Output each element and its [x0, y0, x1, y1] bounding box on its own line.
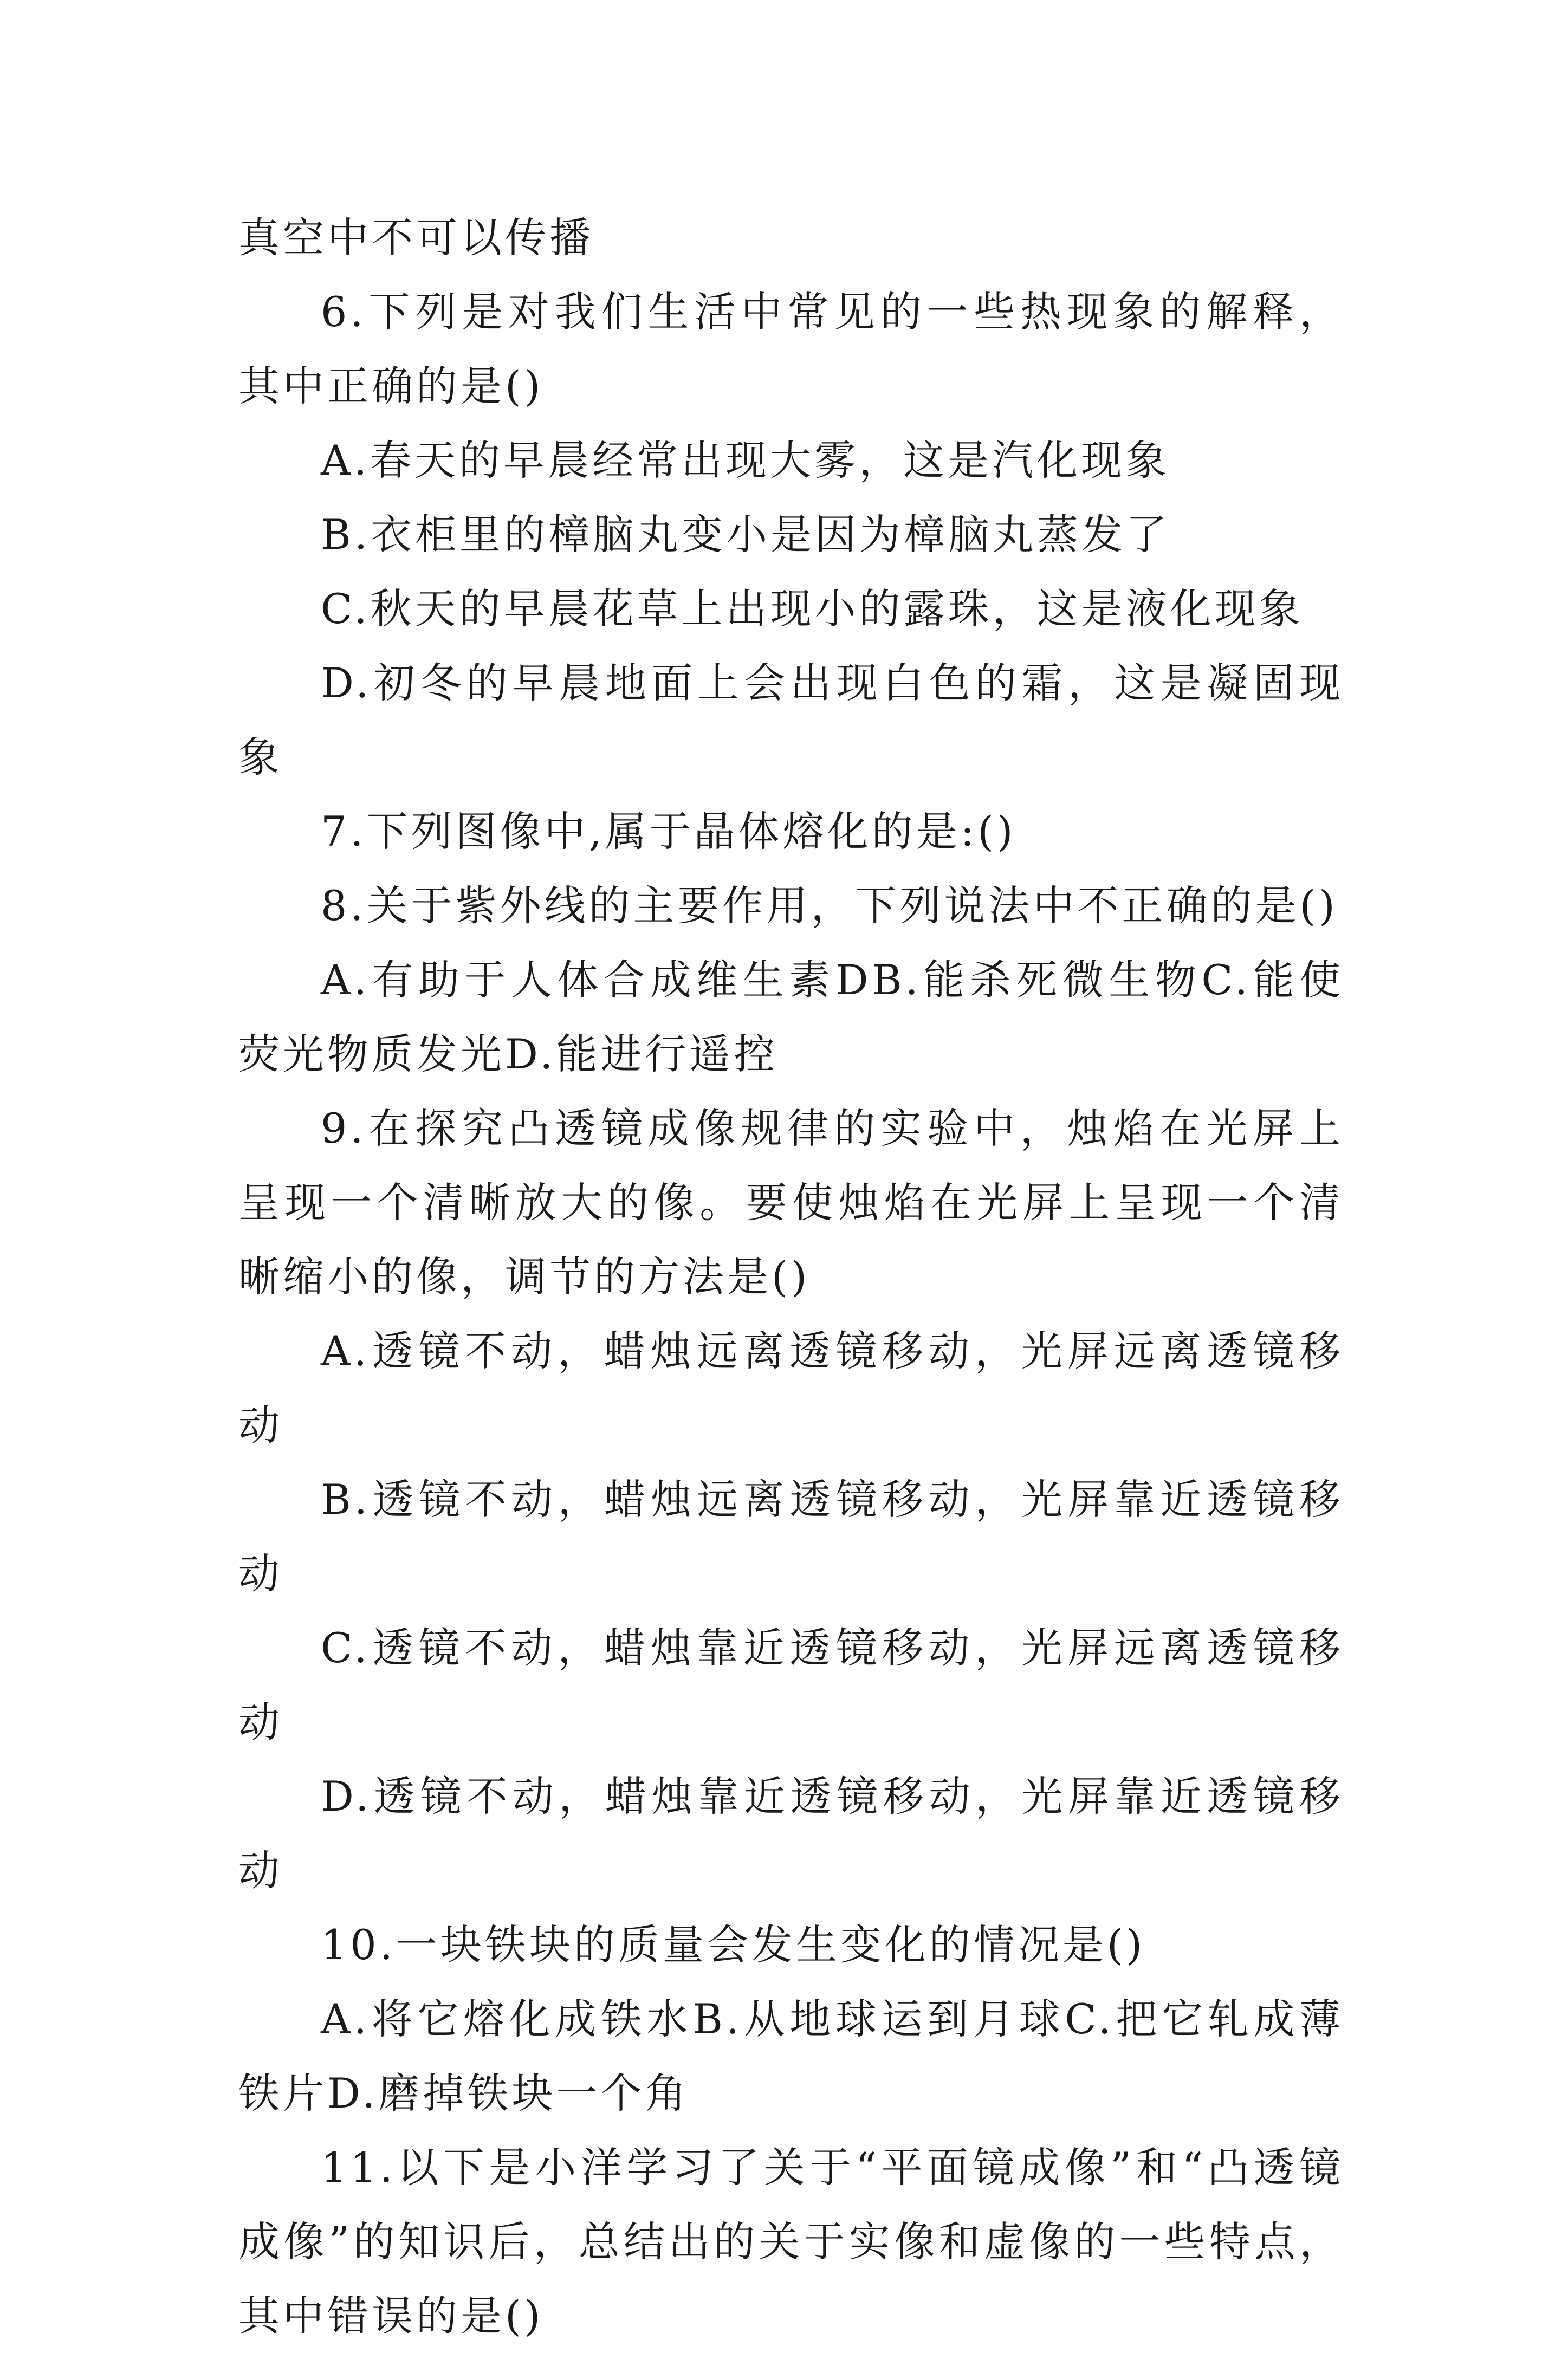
document-body: [238, 200, 1344, 2353]
question-9-option-a: A.透镜不动，蜡烛远离透镜移动，光屏远离透镜移动: [238, 1327, 1344, 1449]
question-9-option-c: C.透镜不动，蜡烛靠近透镜移动，光屏远离透镜移动: [238, 1624, 1344, 1746]
question-8: 8.关于紫外线的主要作用，下列说法中不正确的是(): [321, 881, 1338, 930]
question-8-options: A.有助于人体合成维生素DB.能杀死微生物C.能使荧光物质发光D.能进行遥控: [238, 956, 1344, 1078]
question-9-option-d: D.透镜不动，蜡烛靠近透镜移动，光屏靠近透镜移动: [238, 1772, 1344, 1895]
question-10: 10.一块铁块的质量会发生变化的情况是(): [321, 1921, 1146, 1969]
question-10-options: A.将它熔化成铁水B.从地球运到月球C.把它轧成薄铁片D.磨掉铁块一个角: [238, 1995, 1344, 2117]
question-9-option-b: B.透镜不动，蜡烛远离透镜移动，光屏靠近透镜移动: [238, 1475, 1344, 1598]
question-6-option-b: B.衣柜里的樟脑丸变小是因为樟脑丸蒸发了: [321, 510, 1171, 559]
question-9: 9.在探究凸透镜成像规律的实验中，烛焰在光屏上呈现一个清晰放大的像。要使烛焰在光屏上呈现一个清晰缩小的像，调节的方法是(): [238, 1104, 1344, 1301]
question-6: 6.下列是对我们生活中常见的一些热现象的解释，其中正确的是(): [238, 288, 1344, 410]
question-6-option-c: C.秋天的早晨花草上出现小的露珠，这是液化现象: [321, 585, 1304, 633]
question-6-option-a: A.春天的早晨经常出现大雾，这是汽化现象: [321, 436, 1170, 484]
question-11: 11.以下是小洋学习了关于“平面镜成像”和“凸透镜成像”的知识后，总结出的关于实像和虚像的一些特点，其中错误的是(): [238, 2143, 1344, 2340]
question-7: 7.下列图像中,属于晶体熔化的是:(): [321, 807, 1016, 855]
paragraph-continuation: 真空中不可以传播: [238, 213, 594, 262]
question-6-option-d: D.初冬的早晨地面上会出现白色的霜，这是凝固现象: [238, 659, 1344, 781]
